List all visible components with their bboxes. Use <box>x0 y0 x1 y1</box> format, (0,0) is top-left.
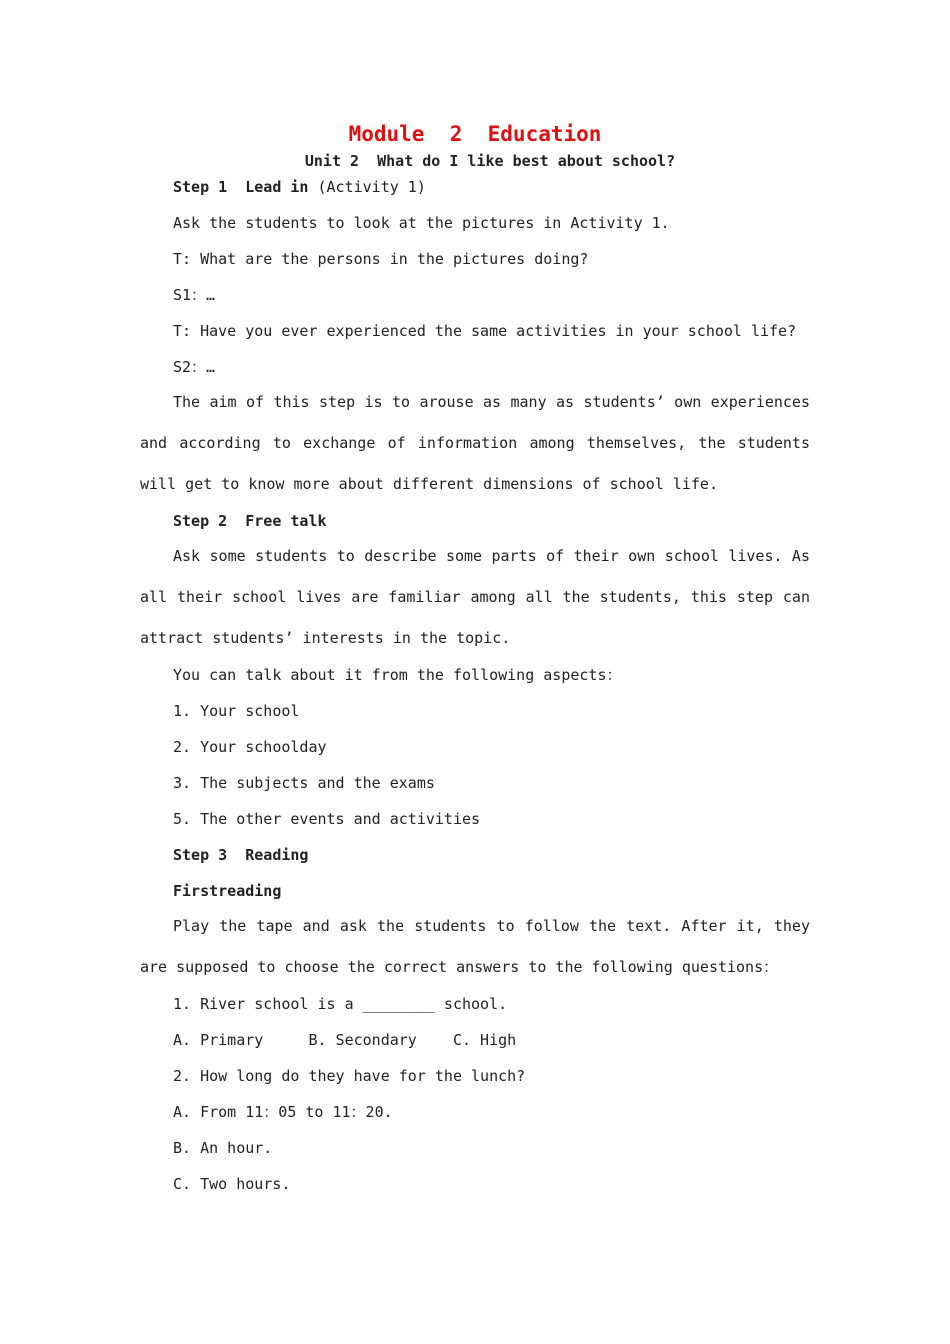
question-2-option-c: C. Two hours. <box>173 1175 291 1193</box>
step3-subheading: Firstreading <box>173 882 282 900</box>
step1-note: (Activity 1) <box>308 178 426 196</box>
step1-line-5: S2：… <box>173 358 216 376</box>
step2-item-3: 3. The subjects and the exams <box>173 774 435 792</box>
question-2: 2. How long do they have for the lunch? <box>173 1067 526 1085</box>
module-title: Module 2 Education <box>348 122 602 146</box>
question-1-options: A. Primary B. Secondary C. High <box>173 1031 517 1049</box>
unit-subtitle: Unit 2 What do I like best about school? <box>304 152 676 170</box>
step1-line-2: T: What are the persons in the pictures doing? <box>173 250 589 268</box>
step2-item-2: 2. Your schoolday <box>173 738 327 756</box>
step1-paragraph: The aim of this step is to arouse as many as students’ own experiences and according to exchange of information among themselves, the students will get to know more about different dimensions of school life. <box>140 393 810 493</box>
step2-item-1: 1. Your school <box>173 702 300 720</box>
step2-item-4: 5. The other events and activities <box>173 810 481 828</box>
step1-line-1: Ask the students to look at the pictures in Activity 1. <box>173 214 670 232</box>
question-2-option-a: A. From 11：05 to 11：20. <box>173 1103 393 1121</box>
step3-paragraph: Play the tape and ask the students to follow the text. After it, they are supposed to choose the correct answers to the following questions： <box>140 917 810 976</box>
step1-line-3: S1：… <box>173 286 216 304</box>
step2-intro: You can talk about it from the following aspects： <box>173 666 622 684</box>
step1-line-4: T: Have you ever experienced the same activities in your school life? <box>173 322 797 340</box>
step2-paragraph: Ask some students to describe some parts of their own school lives. As all their school lives are familiar among all the students, this step can attract students’ interests in the topic. <box>140 547 810 647</box>
step3-heading: Step 3 Reading <box>173 846 309 864</box>
step2-heading: Step 2 Free talk <box>173 512 327 530</box>
question-1: 1. River school is a ________ school. <box>173 995 508 1013</box>
step1-heading-line <box>173 177 426 197</box>
step1-heading: Step 1 Lead in <box>173 178 309 196</box>
question-2-option-b: B. An hour. <box>173 1139 273 1157</box>
